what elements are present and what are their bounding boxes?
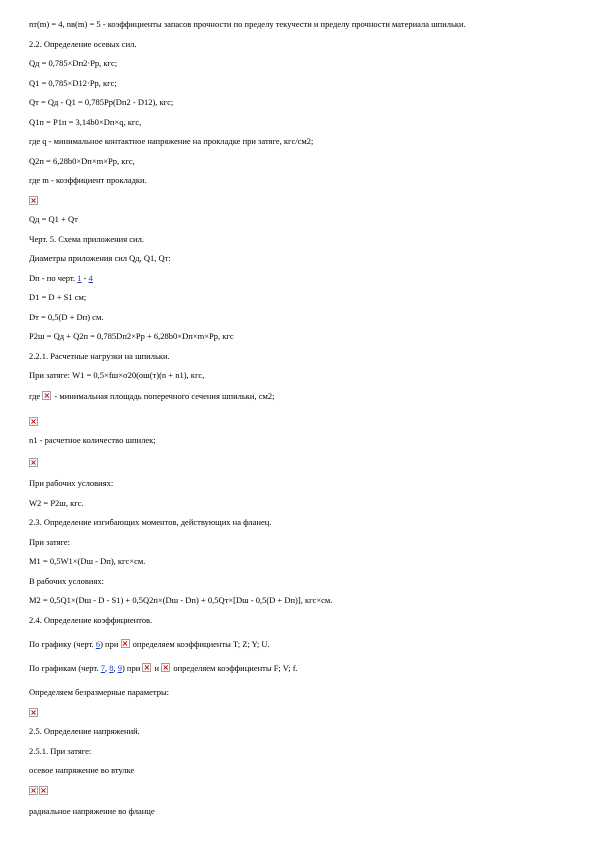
formula-w2: W2 = P2ш, кгс. <box>29 498 84 508</box>
broken-images-pair <box>29 786 49 797</box>
dimensionless-params-label: Определяем безразмерные параметры: <box>29 687 170 697</box>
formula-qd: Qд = 0,785×Dп2·Pр, кгс; <box>29 58 118 68</box>
m-definition: где m - коэффициент прокладки. <box>29 175 147 185</box>
section-2-5-1-heading: 2.5.1. При затяге: <box>29 746 92 756</box>
formula-d1: D1 = D + S1 см; <box>29 292 87 302</box>
section-2-2-heading: 2.2. Определение осевых сил. <box>29 39 137 49</box>
fsh-definition-line: где × - минимальная площадь поперечного сечения шпильки, см2; <box>29 391 274 402</box>
drawing-link-1[interactable]: 1 <box>77 273 82 283</box>
broken-image-icon <box>39 786 48 795</box>
broken-image-icon <box>42 391 51 400</box>
dp-reference-line: Dп - по черт. 1 - 4 <box>29 273 93 283</box>
safety-factors-text: nт(m) = 4, nв(m) = 5 - коэффициенты запасов прочности по пределу текучести и пределу прочности материала шпильки. <box>29 19 466 29</box>
formula-p2sh: P2ш = Qд + Q2п = 0,785Dп2×Pр + 6,28b0×Dп×m×Pр, кгс <box>29 331 234 341</box>
broken-image-icon <box>29 458 39 469</box>
broken-image-icon <box>29 196 39 207</box>
formula-q1: Q1 = 0,785×D12·Pр, кгс; <box>29 78 117 88</box>
section-2-4-heading: 2.4. Определение коэффициентов. <box>29 615 153 625</box>
force-diameters-heading: Диаметры приложения сил Qд, Q1, Qт: <box>29 253 171 263</box>
formula-m2: M2 = 0,5Q1×(Dш - D - S1) + 0,5Q2п×(Dш - Dп) + 0,5Qт×[Dш - 0,5(D + Dп)], кгс×см. <box>29 595 333 605</box>
formula-qd-sum: Qд = Q1 + Qт <box>29 214 78 224</box>
formula-q1p: Q1п = P1п = 3,14b0×Dп×q, кгс, <box>29 117 142 127</box>
broken-image-icon <box>161 663 170 672</box>
figure-5-caption: Черт. 5. Схема приложения сил. <box>29 234 144 244</box>
section-2-5-heading: 2.5. Определение напряжений. <box>29 726 140 736</box>
working-conditions-label-2: В рабочих условиях: <box>29 576 104 586</box>
drawing-link-7[interactable]: 7 <box>100 663 105 673</box>
drawing-link-6[interactable]: 6 <box>95 639 101 649</box>
q-definition: где q - минимальное контактное напряжение на прокладке при затяге, кгс/см2; <box>29 136 314 146</box>
graphs-7-9-line: По графикам (черт. 7, 8, 9) при × и × определяем коэффициенты F; V; f. <box>29 663 298 674</box>
broken-image-icon <box>29 417 39 428</box>
formula-m1: M1 = 0,5W1×(Dш - Dп), кгс×см. <box>29 556 146 566</box>
section-2-3-heading: 2.3. Определение изгибающих моментов, действующих на фланец. <box>29 517 272 527</box>
formula-q2p: Q2п = 6,28b0×Dп×m×Pр, кгс, <box>29 156 135 166</box>
broken-image-icon <box>121 639 130 648</box>
axial-stress-label: осевое напряжение во втулке <box>29 765 135 775</box>
broken-image-icon <box>29 786 38 795</box>
tightening-label: При затяге: <box>29 537 70 547</box>
broken-image-icon <box>142 663 151 672</box>
drawing-link-4[interactable]: 4 <box>88 273 93 283</box>
section-2-2-1-heading: 2.2.1. Расчетные нагрузки на шпильки. <box>29 351 170 361</box>
n1-definition: n1 - расчетное количество шпилек; <box>29 435 156 445</box>
formula-w1: При затяге: W1 = 0,5×fш×σ20(ош(т)(n + n1), кгс, <box>29 370 205 380</box>
broken-image-icon <box>29 708 39 719</box>
formula-qt: Qт = Qд - Q1 = 0,785Pр(Dп2 - D12), кгс; <box>29 97 174 107</box>
drawing-link-9[interactable]: 9 <box>117 663 122 673</box>
formula-dt: Dт = 0,5(D + Dп) см. <box>29 312 104 322</box>
working-conditions-label: При рабочих условиях: <box>29 478 114 488</box>
drawing-link-8[interactable]: 8 <box>109 663 114 673</box>
graph-6-line: По графику (черт. 6) при × определяем коэффициенты T; Z; Y; U. <box>29 639 270 650</box>
radial-stress-label: радиальное напряжение во фланце <box>29 806 155 816</box>
